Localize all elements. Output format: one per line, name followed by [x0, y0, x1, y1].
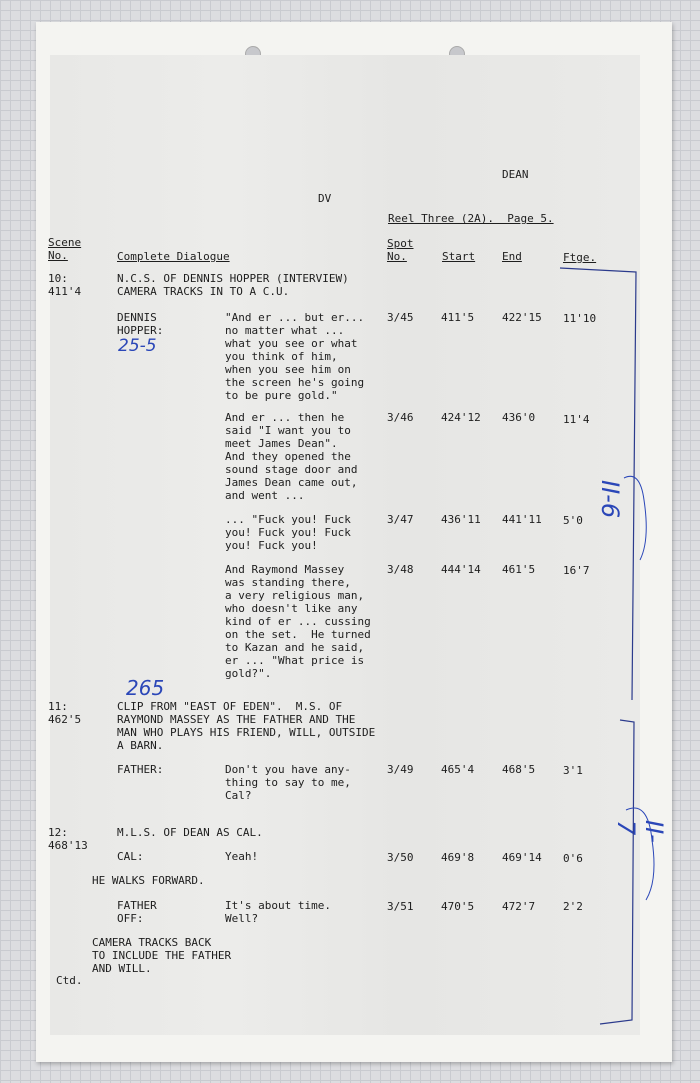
row-2-dialogue: And er ... then he said "I want you to meet James Dean". And they opened the sound stage door and James Dean came out, and went ...	[225, 411, 358, 502]
row-3-start: 436'11	[441, 513, 481, 526]
scene-12-speaker: CAL:	[117, 850, 144, 863]
handwritten-note-265: 265	[126, 676, 165, 700]
scene-12-end: 469'14	[502, 851, 542, 864]
scene-12-dialogue: Yeah!	[225, 850, 259, 863]
scene-12-dialogue-2: It's about time. Well?	[225, 899, 331, 925]
ink-loop-lower	[626, 808, 654, 900]
scene-12-footage-2: 2'2	[563, 900, 583, 913]
scene-12-action: HE WALKS FORWARD.	[92, 874, 205, 887]
row-4-end: 461'5	[502, 563, 536, 576]
scene-12-spot-2: 3/51	[387, 900, 414, 913]
scene-11-footage: 3'1	[563, 764, 583, 777]
row-3-dialogue: ... "Fuck you! Fuck you! Fuck you! Fuck you! Fuck you!	[225, 513, 351, 552]
row-3-spot: 3/47	[387, 513, 414, 526]
bracket-line-lower	[600, 720, 634, 1024]
scene-10-speaker: DENNIS HOPPER:	[117, 311, 164, 337]
handwritten-note-25-5: 25-5	[118, 336, 157, 356]
scene-11-speaker: FATHER:	[117, 763, 164, 776]
column-footage: Ftge.	[563, 251, 597, 264]
scene-10-number: 10: 411'4	[48, 272, 82, 298]
bracket-line-upper	[560, 268, 636, 700]
header-code: DV	[318, 192, 332, 205]
scene-12-spot: 3/50	[387, 851, 414, 864]
row-4-dialogue: And Raymond Massey was standing there, a very religious man, who doesn't like any kind of er ... cussing on the set. He turned to Kazan and he said, er ... "What price is gold?".	[225, 563, 371, 680]
row-1-dialogue: "And er ... but er... no matter what ... what you see or what you think of him, when you see him on the screen he's going to be pure gold."	[225, 311, 365, 402]
scene-12-footage: 0'6	[563, 852, 583, 865]
row-3-end: 441'11	[502, 513, 542, 526]
row-2-spot: 3/46	[387, 411, 414, 424]
column-dialogue: Complete Dialogue	[117, 250, 230, 263]
scene-12-description: M.L.S. OF DEAN AS CAL.	[117, 826, 263, 839]
scene-12-start: 469'8	[441, 851, 475, 864]
scene-11-description: CLIP FROM "EAST OF EDEN". M.S. OF RAYMOND MASSEY AS THE FATHER AND THE MAN WHO PLAYS HIS FRIEND, WILL, OUTSIDE A BARN.	[117, 700, 376, 752]
row-2-start: 424'12	[441, 411, 481, 424]
handwritten-margin-ii-6: II-6	[596, 480, 624, 519]
column-end: End	[502, 250, 522, 263]
row-1-end: 422'15	[502, 311, 542, 324]
scene-12-end-2: 472'7	[502, 900, 536, 913]
scene-11-end: 468'5	[502, 763, 536, 776]
row-3-footage: 5'0	[563, 514, 583, 527]
continued-note: Ctd.	[56, 974, 83, 987]
scene-12-speaker-2: FATHER OFF:	[117, 899, 157, 925]
column-start: Start	[442, 250, 476, 263]
scene-11-number: 11: 462'5	[48, 700, 82, 726]
row-2-end: 436'0	[502, 411, 536, 424]
handwritten-margin-ii-7: II-7	[612, 820, 668, 843]
row-1-spot: 3/45	[387, 311, 414, 324]
row-1-footage: 11'10	[563, 312, 597, 325]
scene-10-description: N.C.S. OF DENNIS HOPPER (INTERVIEW) CAMERA TRACKS IN TO A C.U.	[117, 272, 349, 298]
row-4-footage: 16'7	[563, 564, 590, 577]
ink-loop-upper	[624, 476, 646, 560]
scene-12-start-2: 470'5	[441, 900, 475, 913]
column-spot: Spot No.	[387, 237, 414, 263]
row-4-spot: 3/48	[387, 563, 414, 576]
scene-12-number: 12: 468'13	[48, 826, 88, 852]
scene-11-spot: 3/49	[387, 763, 414, 776]
scene-11-start: 465'4	[441, 763, 475, 776]
scene-11-dialogue: Don't you have any- thing to say to me, Cal?	[225, 763, 351, 802]
scene-12-action-2: CAMERA TRACKS BACK TO INCLUDE THE FATHER AND WILL.	[92, 936, 232, 975]
header-name: DEAN	[502, 168, 529, 181]
row-1-start: 411'5	[441, 311, 475, 324]
row-2-footage: 11'4	[563, 413, 590, 426]
header-reel-page: Reel Three (2A). Page 5.	[388, 212, 554, 225]
row-4-start: 444'14	[441, 563, 481, 576]
column-scene: Scene No.	[48, 236, 82, 262]
